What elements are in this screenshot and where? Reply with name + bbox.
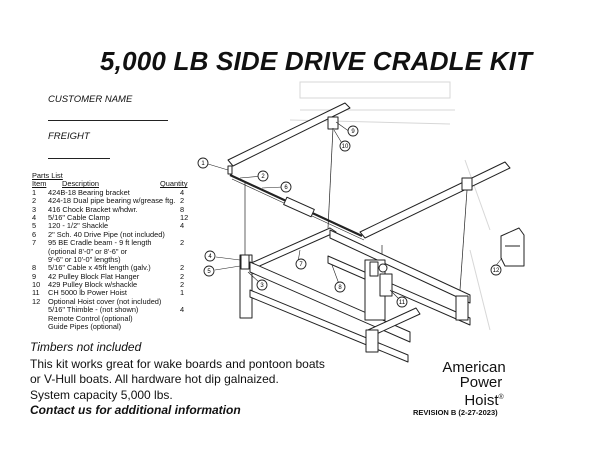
parts-description: 5/16" Cable x 45ft length (galv.) xyxy=(48,263,151,273)
callout-label: 9 xyxy=(351,129,355,136)
cable-right-back xyxy=(460,190,467,290)
parts-item: 4 xyxy=(32,212,37,222)
parts-description: (optional 8'-0" or 8'-6" or xyxy=(48,246,128,256)
revision-label: REVISION B (2-27-2023) xyxy=(413,408,498,417)
parts-quantity: 4 xyxy=(180,221,185,231)
parts-description: 120 - 1/2" Shackle xyxy=(48,221,109,231)
parts-quantity: 4 xyxy=(180,187,185,197)
description-header: Description xyxy=(62,179,99,189)
callout-9 xyxy=(348,126,358,136)
callout-label: 4 xyxy=(208,254,212,261)
cradle-foot-front xyxy=(366,330,378,352)
parts-quantity: 2 xyxy=(180,280,185,290)
contact-note: Contact us for additional information xyxy=(30,403,241,417)
upper-cross-bar-right xyxy=(360,162,510,238)
callout-2 xyxy=(258,171,268,181)
callout-4 xyxy=(205,251,215,261)
note-line-3: System capacity 5,000 lbs. xyxy=(30,387,173,402)
callout-label: 7 xyxy=(299,262,303,269)
parts-quantity: 4 xyxy=(180,305,185,315)
parts-item: 9 xyxy=(32,271,37,281)
brand-line-3: Hoist xyxy=(464,392,499,409)
pulley-block-right-top xyxy=(462,178,472,190)
brand-line-1: American xyxy=(442,359,506,376)
parts-description: 2" Sch. 40 Drive Pipe (not included) xyxy=(48,229,165,239)
parts-item: 10 xyxy=(32,280,41,290)
parts-quantity: 2 xyxy=(180,271,185,281)
callout-5 xyxy=(204,266,214,276)
parts-item: 5 xyxy=(32,221,37,231)
callout-label: 12 xyxy=(492,268,500,275)
chock-bracket-right xyxy=(370,262,378,276)
callout-label: 3 xyxy=(260,283,264,290)
registered-mark: ® xyxy=(498,394,504,401)
cradle-foot-back xyxy=(456,296,468,320)
freight-label: FREIGHT xyxy=(48,131,90,142)
pipe-bracket xyxy=(284,197,315,217)
quantity-header: Quantity xyxy=(160,179,188,189)
parts-quantity: 1 xyxy=(180,288,185,298)
page-title: 5,000 LB SIDE DRIVE CRADLE KIT xyxy=(100,46,533,76)
parts-item: 12 xyxy=(32,296,41,306)
callout-8 xyxy=(335,282,345,292)
callout-11 xyxy=(397,297,407,307)
parts-quantity: 8 xyxy=(180,204,185,214)
parts-description: Remote Control (optional) xyxy=(48,313,133,323)
parts-description: 95 BE Cradle beam - 9 ft length xyxy=(48,238,152,248)
chock-bracket-left xyxy=(241,255,249,269)
parts-description: 429 Pulley Block w/shackle xyxy=(48,280,138,290)
callout-1 xyxy=(198,158,208,168)
callout-label: 10 xyxy=(341,144,349,151)
timbers-note: Timbers not included xyxy=(30,340,142,354)
parts-item: 7 xyxy=(32,238,37,248)
parts-item: 8 xyxy=(32,263,37,273)
parts-description: Optional Hoist cover (not included) xyxy=(48,296,162,306)
callout-6 xyxy=(281,182,291,192)
power-hoist xyxy=(380,274,392,296)
parts-item: 2 xyxy=(32,196,37,206)
parts-description: 416 Chock Bracket w/hdwr. xyxy=(48,204,138,214)
parts-quantity: 2 xyxy=(180,196,185,206)
parts-description: Guide Pipes (optional) xyxy=(48,322,122,332)
parts-quantity: 2 xyxy=(180,238,185,248)
parts-description: 42 Pulley Block Flat Hanger xyxy=(48,271,140,281)
parts-description: 5/16" Cable Clamp xyxy=(48,212,110,222)
parts-item: 1 xyxy=(32,187,37,197)
callout-label: 2 xyxy=(261,174,265,181)
parts-description: 5/16" Thimble - (not shown) xyxy=(48,305,139,315)
upper-bar-end xyxy=(228,166,232,174)
callout-label: 1 xyxy=(201,161,205,168)
power-hoist-drum xyxy=(379,264,387,272)
callout-3 xyxy=(257,280,267,290)
callout-label: 11 xyxy=(398,300,406,307)
parts-item: 3 xyxy=(32,204,37,214)
customer-name-label: CUSTOMER NAME xyxy=(48,94,133,105)
parts-description: 424B-18 Bearing bracket xyxy=(48,187,130,197)
callout-10 xyxy=(340,141,350,151)
item-header: Item xyxy=(32,179,47,189)
note-line-2: or V-Hull boats. All hardware hot dip galnaized. xyxy=(30,372,279,386)
pulley-block-left-top xyxy=(328,117,338,129)
parts-description: 9'-6" or 10'-0" lengths) xyxy=(48,254,121,264)
cable-left-back xyxy=(328,128,333,228)
callout-label: 5 xyxy=(207,269,211,276)
parts-quantity: 12 xyxy=(180,212,189,222)
parts-quantity: 2 xyxy=(180,263,185,273)
parts-item: 6 xyxy=(32,229,37,239)
brand-line-2: Power xyxy=(459,374,503,391)
note-line-1: This kit works great for wake boards and pontoon boats xyxy=(30,356,325,371)
hoist-cover xyxy=(501,228,524,266)
callout-7 xyxy=(296,259,306,269)
callout-label: 6 xyxy=(284,185,288,192)
parts-description: 424-18 Dual pipe bearing w/grease ftg. xyxy=(48,196,176,206)
parts-list-title: Parts List xyxy=(32,171,63,180)
callout-12 xyxy=(491,265,501,275)
callout-label: 8 xyxy=(338,285,342,292)
parts-description: CH 5000 lb Power Hoist xyxy=(48,288,127,298)
parts-item: 11 xyxy=(32,288,40,298)
